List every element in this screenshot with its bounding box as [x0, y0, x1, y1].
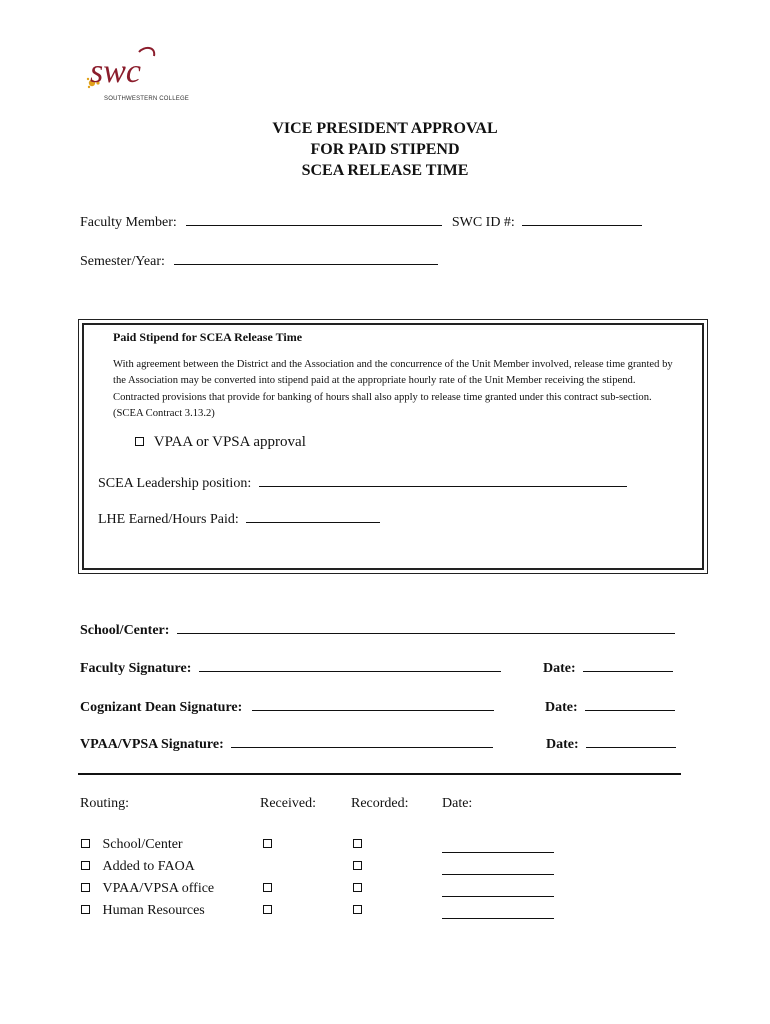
swc-id-label: SWC ID #:	[451, 215, 515, 230]
title-line-1: VICE PRESIDENT APPROVAL	[272, 120, 498, 137]
routing-row	[81, 859, 195, 875]
logo-subtitle: SOUTHWESTERN COLLEGE	[104, 96, 190, 102]
leadership-field[interactable]	[259, 474, 627, 487]
routing-row	[81, 837, 183, 853]
recorded-checkbox-vpaa-office[interactable]	[353, 883, 362, 892]
faculty-signature-field[interactable]	[199, 659, 501, 672]
routing-label: School/Center	[102, 837, 183, 852]
recorded-checkbox-faoa[interactable]	[353, 861, 362, 870]
faculty-member-field[interactable]	[186, 213, 442, 226]
faculty-signature-label: Faculty Signature:	[80, 661, 192, 676]
recorded-checkbox-school-center[interactable]	[353, 839, 362, 848]
school-center-row	[80, 621, 675, 639]
vpaa-signature-field[interactable]	[231, 735, 493, 748]
routing-header: Routing:	[80, 796, 130, 811]
routing-row	[81, 881, 214, 897]
recorded-checkbox-human-resources[interactable]	[353, 905, 362, 914]
title-line-3: SCEA RELEASE TIME	[301, 162, 469, 179]
dean-signature-row	[80, 698, 494, 716]
routing-checkbox-vpaa-office[interactable]	[81, 883, 90, 892]
vpaa-date-label: Date:	[546, 737, 579, 752]
routing-label: VPAA/VPSA office	[102, 881, 215, 896]
semester-year-row	[80, 252, 438, 270]
received-checkbox-vpaa-office[interactable]	[263, 883, 272, 892]
semester-year-field[interactable]	[174, 252, 438, 265]
date-header: Date:	[442, 796, 473, 811]
routing-checkbox-faoa[interactable]	[81, 861, 90, 870]
routing-row	[81, 903, 205, 919]
date-field-school-center[interactable]	[442, 840, 554, 853]
date-field-human-resources[interactable]	[442, 906, 554, 919]
received-checkbox-school-center[interactable]	[263, 839, 272, 848]
vpaa-date-row	[546, 735, 676, 753]
dean-signature-field[interactable]	[252, 698, 494, 711]
date-field-vpaa-office[interactable]	[442, 884, 554, 897]
dean-signature-label: Cognizant Dean Signature:	[80, 700, 243, 715]
received-checkbox-human-resources[interactable]	[263, 905, 272, 914]
routing-checkbox-human-resources[interactable]	[81, 905, 90, 914]
semester-year-label: Semester/Year:	[80, 254, 165, 269]
dean-date-label: Date:	[545, 700, 578, 715]
received-header: Received:	[260, 796, 316, 811]
swc-logo	[84, 44, 194, 104]
leadership-label: SCEA Leadership position:	[98, 476, 252, 491]
routing-label: Human Resources	[102, 903, 205, 918]
routing-label: Added to FAOA	[102, 859, 195, 874]
recorded-header: Recorded:	[351, 796, 409, 811]
section-divider	[78, 773, 681, 775]
lhe-row	[98, 510, 380, 528]
school-center-field[interactable]	[177, 621, 675, 634]
school-center-label: School/Center:	[80, 623, 170, 638]
dean-date-field[interactable]	[585, 698, 675, 711]
faculty-member-label: Faculty Member:	[80, 215, 177, 230]
swc-logo-mark	[84, 44, 194, 104]
vpaa-approval-row	[135, 434, 306, 451]
faculty-signature-row	[80, 659, 501, 677]
logo-text: swc	[90, 53, 141, 90]
lhe-label: LHE Earned/Hours Paid:	[98, 512, 239, 527]
faculty-date-label: Date:	[543, 661, 576, 676]
routing-checkbox-school-center[interactable]	[81, 839, 90, 848]
faculty-member-row	[80, 213, 642, 231]
vpaa-approval-checkbox[interactable]	[135, 437, 144, 446]
faculty-date-row	[543, 659, 673, 677]
leadership-row	[98, 474, 627, 492]
faculty-date-field[interactable]	[583, 659, 673, 672]
swc-id-field[interactable]	[522, 213, 642, 226]
title-line-2: FOR PAID STIPEND	[310, 141, 460, 158]
lhe-field[interactable]	[246, 510, 380, 523]
vpaa-signature-label: VPAA/VPSA Signature:	[80, 737, 224, 752]
dean-date-row	[545, 698, 675, 716]
vpaa-date-field[interactable]	[586, 735, 676, 748]
stipend-box-paragraph: With agreement between the District and the Association and the concurrence of the Unit Member involved, release time granted by the Association may be converted into stipend paid at the appropriate hourly rate of the Unit Member receiving the stipend. Contracted provisions that provide for banking of hours shall also apply to release time granted under this contract sub-section. (SCEA Contract 3.13.2)	[113, 359, 673, 420]
vpaa-approval-label: VPAA or VPSA approval	[153, 434, 306, 450]
stipend-box-title: Paid Stipend for SCEA Release Time	[113, 330, 303, 344]
vpaa-signature-row	[80, 735, 493, 753]
date-field-faoa[interactable]	[442, 862, 554, 875]
